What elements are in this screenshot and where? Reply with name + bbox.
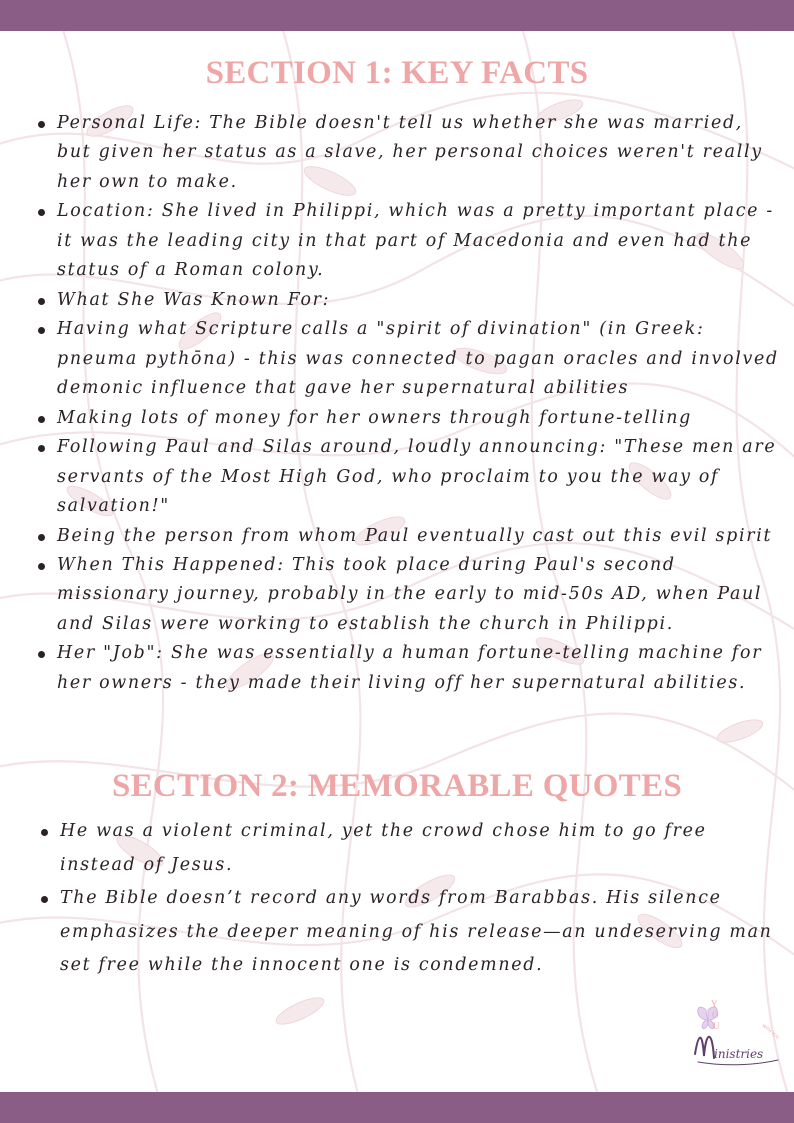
logo-wordmark: inistries — [714, 1047, 764, 1061]
list-item: Personal Life: The Bible doesn't tell us whether she was married, but given her status as a slave, her personal choices weren't really her own to make. — [57, 109, 782, 197]
list-item: Her "Job": She was essentially a human fortune-telling machine for her owners - they made their living off her supernatural abilities. — [57, 639, 782, 698]
section-1-title: SECTION 1: KEY FACTS — [205, 55, 589, 91]
logo-tagline: WITH YOU — [761, 1022, 781, 1040]
list-item: Making lots of money for her owners through fortune-telling — [57, 404, 782, 433]
list-item: Being the person from whom Paul eventually cast out this evil spirit — [57, 522, 782, 551]
bottom-accent-bar — [0, 1092, 794, 1123]
logo-letter-y: Y — [711, 999, 718, 1009]
logo-letter-o: O — [712, 1010, 719, 1020]
logo-letter-u: U — [713, 1021, 720, 1031]
memorable-quotes-list — [60, 815, 775, 983]
list-item: Having what Scripture calls a "spirit of divination" (in Greek: pneuma pythōna) - this was connected to pagan oracles and involved demonic influence that gave her supernatural abilities — [57, 315, 782, 403]
key-facts-list — [57, 109, 782, 698]
list-item: Following Paul and Silas around, loudly announcing: "These men are servants of the Most High God, who proclaim to you the way of salvation!" — [57, 433, 782, 521]
list-item: The Bible doesn’t record any words from Barabbas. His silence emphasizes the deeper meaning of his release—an undeserving man set free while the innocent one is condemned. — [60, 882, 775, 983]
list-item: He was a violent criminal, yet the crowd chose him to go free instead of Jesus. — [60, 815, 775, 882]
list-item: When This Happened: This took place during Paul's second missionary journey, probably in the early to mid-50s AD, when Paul and Silas were working to establish the church in Philippi. — [57, 551, 782, 639]
list-item: Location: She lived in Philippi, which was a pretty important place - it was the leading city in that part of Macedonia and even had the status of a Roman colony. — [57, 197, 782, 285]
ministries-logo — [692, 996, 784, 1086]
top-accent-bar — [0, 0, 794, 31]
list-item: What She Was Known For: — [57, 286, 782, 315]
section-2-title: SECTION 2: MEMORABLE QUOTES — [111, 768, 683, 804]
